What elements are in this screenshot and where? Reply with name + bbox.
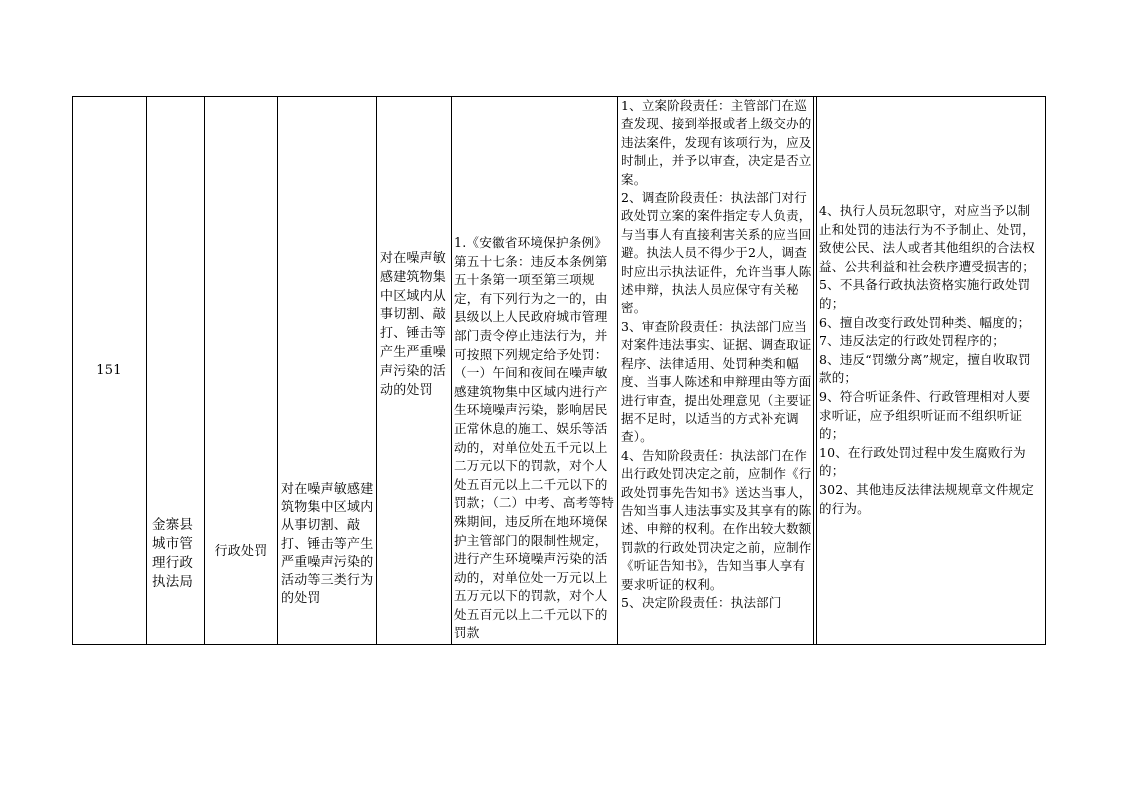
- accountability-text: 4、执行人员玩忽职守，对应当予以制止和处罚的违法行为不予制止、处罚，致使公民、法人或者其他组织的合法权益、公共利益和社会秩序遭受损害的； 5、不具备行政执法资格实施行政处罚的； 6、擅自改变行政处罚种类、幅度的； 7、违反法定的行政处罚程序的； 8、违反“罚缴分离”规定，擅自收取罚款的； 9、符合听证条件、行政管理相对人要求听证，应予组织听证而不组织听证的； 10、在行政处罚过程中发生腐败行为的； 302、其他违反法律法规规章文件规定的行为。: [819, 203, 1035, 516]
- responsibilities-text: 1、立案阶段责任：主管部门在巡查发现、接到举报或者上级交办的违法案件，发现有该项行为，应及时制止，并予以审查，决定是否立案。 2、调查阶段责任：执法部门对行政处罚立案的案件指定专人负责，与当事人有直接利害关系的应当回避。执法人员不得少于2人，调查时应出示执法证件，允许当事人陈述申辩，执法人员应保守有关秘密。 3、审查阶段责任：执法部门应当对案件违法事实、证据、调查取证程序、法律适用、处罚种类和幅度、当事人陈述和申辩理由等方面进行审查，提出处理意见（主要证据不足时，以适当的方式补充调查）。 4、告知阶段责任：执法部门在作出行政处罚决定之前，应制作《行政处罚事先告知书》送达当事人，告知当事人违法事实及其享有的陈述、申辩的权利。在作出较大数额罚款的行政处罚决定之前，应制作《听证告知书》，告知当事人享有要求听证的权利。 5、决定阶段责任：执法部门: [621, 98, 812, 610]
- col-border-8: [1045, 96, 1046, 645]
- sub-item-name: 对在噪声敏感建筑物集中区域内从事切割、敲打、锤击等产生严重噪声污染的活动的处罚: [380, 251, 447, 398]
- col-border-2: [204, 96, 205, 645]
- legal-basis-text: 1.《安徽省环境保护条例》第五十七条：违反本条例第五十条第一项至第三项规定，有下列行为之一的，由县级以上人民政府城市管理部门责令停止违法行为，并可按照下列规定给予处罚：（一）午间和夜间在噪声敏感建筑物集中区域内进行产生环境噪声污染，影响居民正常休息的施工、娱乐等活动的，对单位处五千元以上二万元以下的罚款，对个人处五百元以上二千元以下的罚款；（二）中考、高考等特殊期间，违反所在地环境保护主管部门的限制性规定，进行产生环境噪声污染的活动的，对单位处一万元以上五万元以下的罚款，对个人处五百元以上二千元以下的罚款: [454, 235, 615, 641]
- col-border-7a: [813, 96, 814, 645]
- category: 行政处罚: [214, 544, 268, 559]
- legal-basis-cell: [452, 97, 617, 644]
- col-border-3: [277, 96, 278, 645]
- col-border-4: [376, 96, 377, 645]
- table-bottom-border: [72, 644, 1046, 645]
- item-summary: 对在噪声敏感建筑物集中区域内从事切割、敲打、锤击等产生严重噪声污染的活动等三类行为的处罚: [281, 482, 374, 607]
- row-number: 151: [96, 363, 122, 378]
- col-border-1: [146, 96, 147, 645]
- department-name: 金寨县城市管理行政执法局: [152, 517, 194, 590]
- responsibilities-cell: [618, 97, 813, 644]
- accountability-cell: [817, 97, 1045, 644]
